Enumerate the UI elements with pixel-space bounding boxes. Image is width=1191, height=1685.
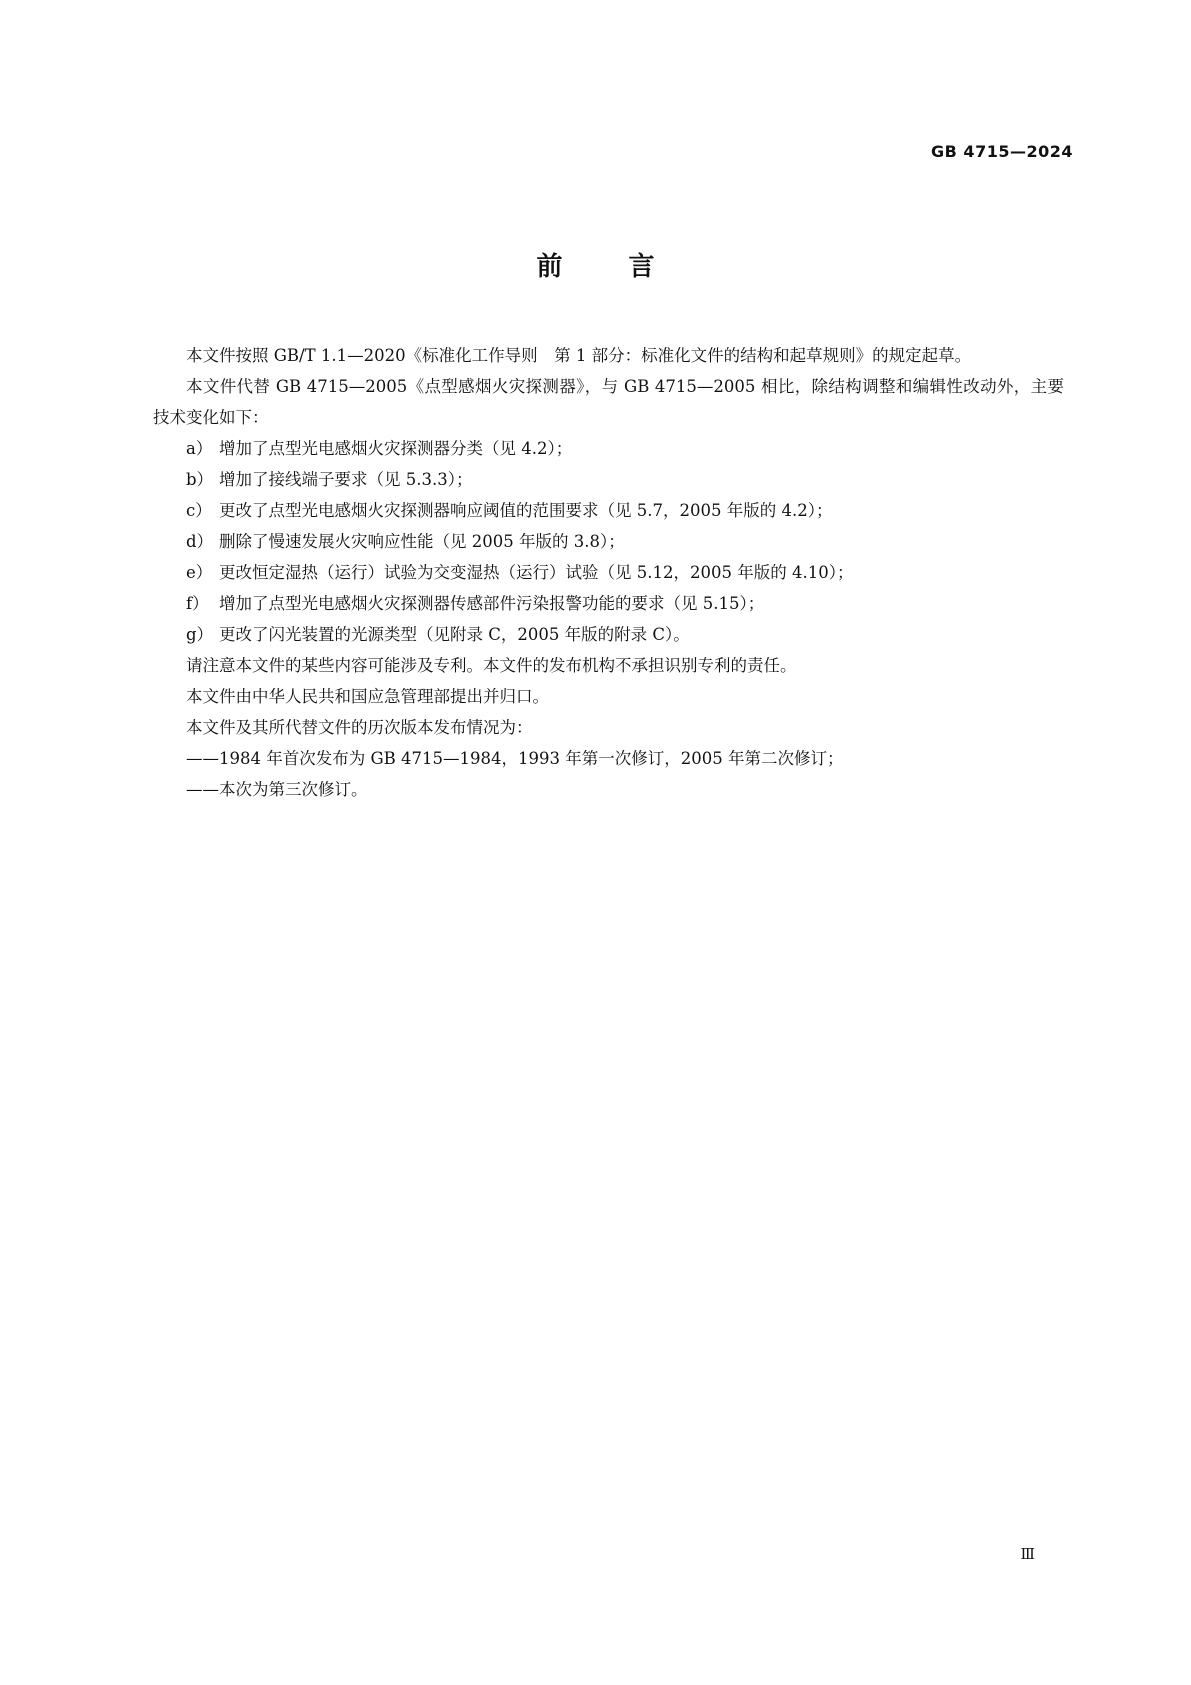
paragraph-patent-notice: 请注意本文件的某些内容可能涉及专利。本文件的发布机构不承担识别专利的责任。: [186, 656, 797, 675]
list-marker: f）: [186, 594, 209, 613]
list-marker: a）: [186, 439, 213, 458]
list-item: [153, 464, 1064, 495]
paragraph-replacement: 本文件代替 GB 4715—2005《点型感烟火灾探测器》，与 GB 4715—2005 相比，除结构调整和编辑性改动外，主要技术变化如下：: [153, 377, 1064, 427]
list-marker: g）: [186, 625, 214, 644]
page-number: Ⅲ: [1020, 1545, 1035, 1563]
paragraph-proposer: 本文件由中华人民共和国应急管理部提出并归口。: [186, 687, 549, 706]
page-title: 前言: [536, 252, 721, 282]
list-item: [153, 526, 1064, 557]
list-item-text: 增加了点型光电感烟火灾探测器传感部件污染报警功能的要求（见 5.15）；: [219, 594, 765, 613]
history-item: ——1984 年首次发布为 GB 4715—1984，1993 年第一次修订，2005 年第二次修订；: [186, 749, 844, 768]
history-item: ——本次为第三次修订。: [186, 780, 368, 799]
list-marker: b）: [186, 470, 214, 489]
list-item: [153, 557, 1064, 588]
list-marker: c）: [186, 501, 212, 520]
list-item-text: 删除了慢速发展火灾响应性能（见 2005 年版的 3.8）；: [219, 532, 625, 551]
list-item-text: 增加了接线端子要求（见 5.3.3）；: [219, 470, 473, 489]
list-item: [153, 588, 1064, 619]
paragraph-drafting-rules: 本文件按照 GB/T 1.1—2020《标准化工作导则 第 1 部分：标准化文件的结构和起草规则》的规定起草。: [186, 346, 972, 365]
list-item-text: 更改了点型光电感烟火灾探测器响应阈值的范围要求（见 5.7，2005 年版的 4.2）；: [219, 501, 833, 520]
list-item-text: 更改恒定湿热（运行）试验为交变湿热（运行）试验（见 5.12，2005 年版的 4.10）；: [219, 563, 854, 582]
standard-code: GB 4715—2024: [931, 142, 1073, 161]
list-item-text: 增加了点型光电感烟火灾探测器分类（见 4.2）；: [219, 439, 573, 458]
paragraph-history-intro: 本文件及其所代替文件的历次版本发布情况为：: [186, 718, 533, 737]
foreword-body: [153, 340, 1064, 805]
list-marker: e）: [186, 563, 213, 582]
list-item-text: 更改了闪光装置的光源类型（见附录 C，2005 年版的附录 C）。: [219, 625, 690, 644]
list-item: [153, 619, 1064, 650]
list-item: [153, 495, 1064, 526]
list-item: [153, 433, 1064, 464]
changes-list: [153, 433, 1064, 650]
list-marker: d）: [186, 532, 214, 551]
